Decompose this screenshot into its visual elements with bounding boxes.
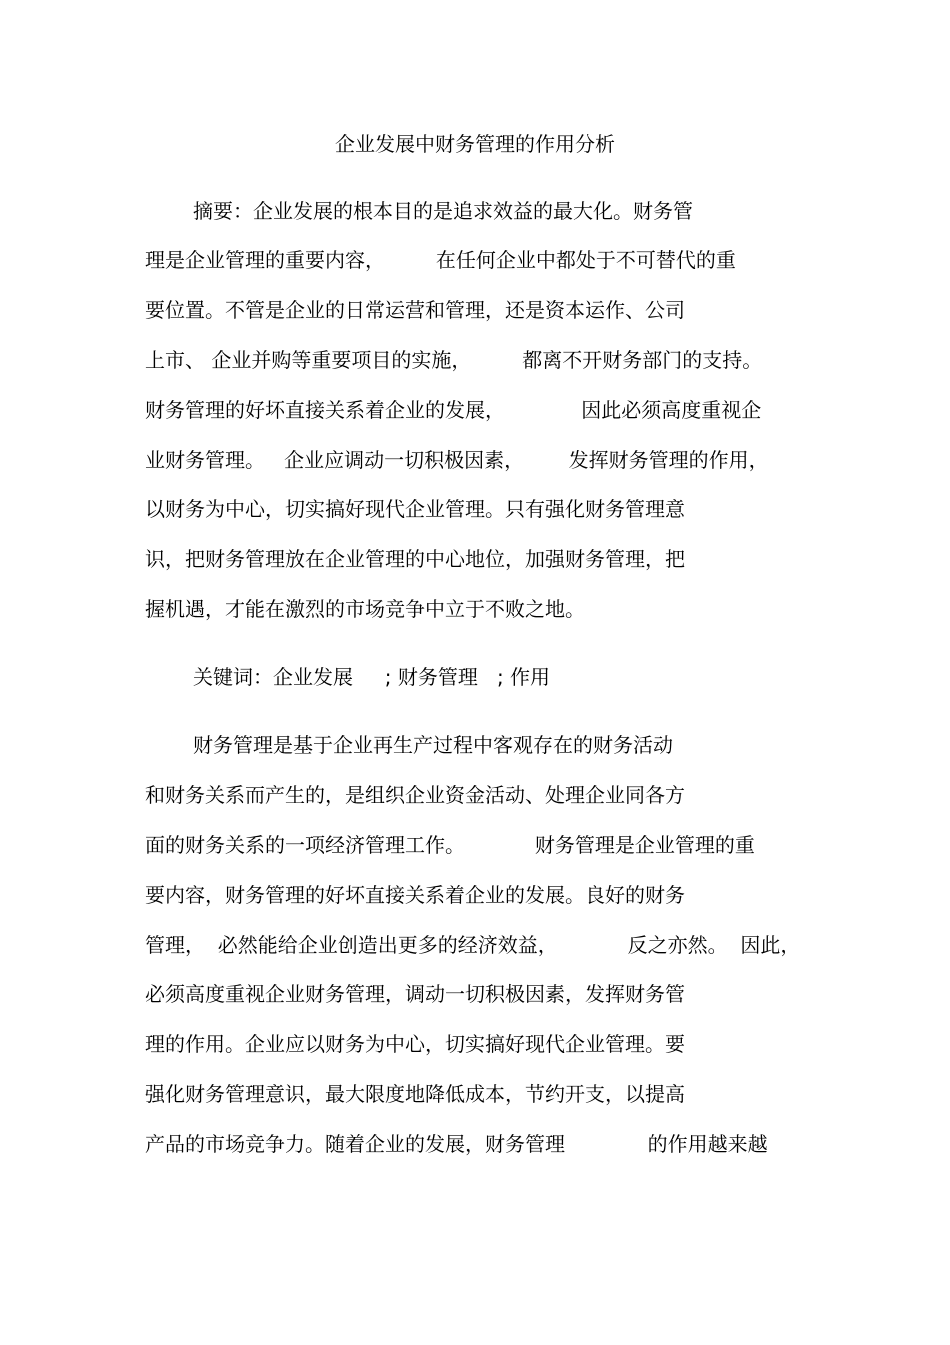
body-line: 产品的市场竞争力。随着企业的发展，财务管理 的作用越来越 (145, 1132, 768, 1156)
abstract-line: 理是企业管理的重要内容， 在任何企业中都处于不可替代的重 (145, 248, 736, 272)
abstract-line: 财务管理的好坏直接关系着企业的发展， 因此必须高度重视企 (145, 398, 762, 422)
abstract-line: 以财务为中心，切实搞好现代企业管理。只有强化财务管理意 (145, 497, 685, 521)
abstract-line: 握机遇，才能在激烈的市场竞争中立于不败之地。 (145, 597, 585, 621)
body-line: 理的作用。企业应以财务为中心，切实搞好现代企业管理。要 (145, 1032, 685, 1056)
body-line: 要内容，财务管理的好坏直接关系着企业的发展。良好的财务 (145, 883, 685, 907)
body-line: 财务管理是基于企业再生产过程中客观存在的财务活动 (193, 733, 673, 757)
abstract-line: 识，把财务管理放在企业管理的中心地位，加强财务管理，把 (145, 547, 685, 571)
body-line: 面的财务关系的一项经济管理工作。 财务管理是企业管理的重 (145, 833, 755, 857)
body-line: 必须高度重视企业财务管理，调动一切积极因素，发挥财务管 (145, 982, 685, 1006)
body-line: 和财务关系而产生的，是组织企业资金活动、处理企业同各方 (145, 783, 685, 807)
body-line: 强化财务管理意识，最大限度地降低成本，节约开支，以提高 (145, 1082, 685, 1106)
abstract-line: 上市、 企业并购等重要项目的实施， 都离不开财务部门的支持。 (145, 348, 763, 372)
body-line: 管理， 必然能给企业创造出更多的经济效益， 反之亦然。 因此， (145, 933, 801, 957)
abstract-line: 摘要：企业发展的根本目的是追求效益的最大化。财务管 (193, 199, 693, 223)
document-title: 企业发展中财务管理的作用分析 (335, 132, 615, 156)
abstract-line: 业财务管理。 企业应调动一切积极因素， 发挥财务管理的作用， (145, 448, 769, 472)
abstract-line: 要位置。不管是企业的日常运营和管理，还是资本运作、公司 (145, 298, 685, 322)
keywords-line: 关键词：企业发展 ; 财务管理 ; 作用 (193, 665, 551, 689)
